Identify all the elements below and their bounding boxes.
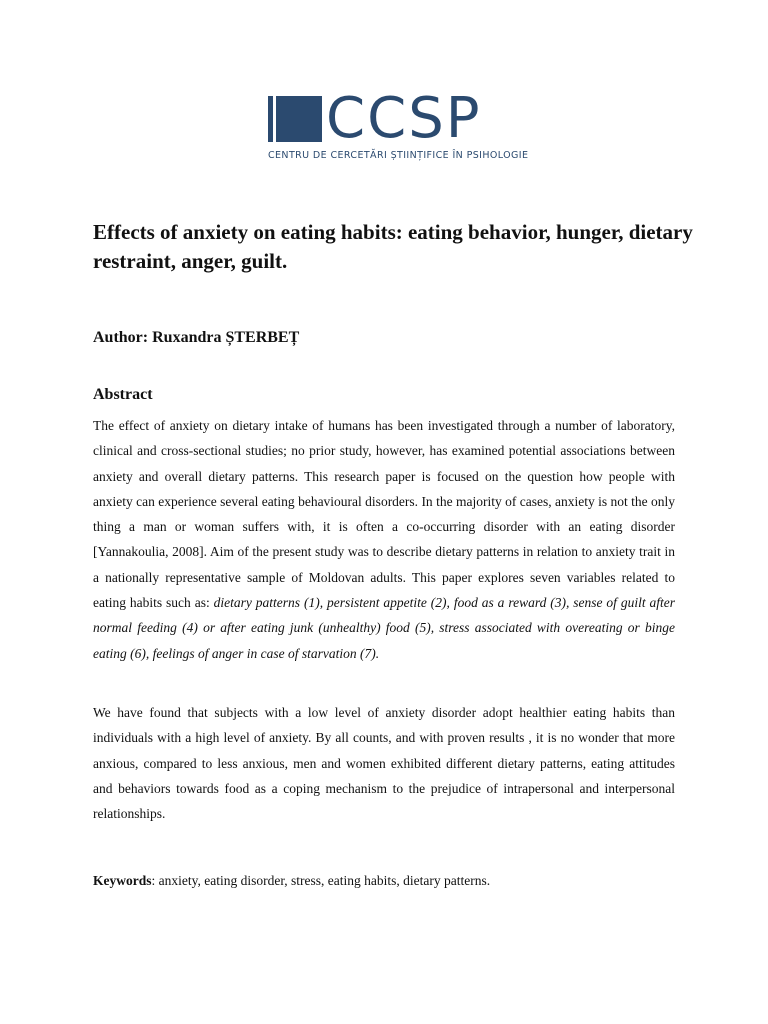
abstract-paragraph-1 <box>93 413 675 666</box>
author-name: Ruxandra ȘTERBEȚ <box>152 329 300 346</box>
logo-mark <box>268 86 536 151</box>
author-line <box>93 329 693 347</box>
abstract-paragraph-1-text: The effect of anxiety on dietary intake of humans has been investigated through a number of laboratory, clinical and cross-sectional studies; no prior study, however, has examined potential associations between anxiety and overall dietary patterns. This research paper is focused on the question how people with anxiety can experience several eating behavioural disorders. In the majority of cases, anxiety is not the only thing a man or woman suffers with, it is often a co-occurring disorder with an eating disorder [Yannakoulia, 2008]. Aim of the present study was to describe dietary patterns in relation to anxiety trait in a nationally representative sample of Moldovan adults. This paper explores seven variables related to eating habits such as: <box>93 418 675 611</box>
logo-subtitle: CENTRU DE CERCETĂRI ȘTIINȚIFICE ÎN PSIHOLOGIE <box>268 150 529 161</box>
logo-letters: CCSP <box>326 86 482 151</box>
ccsp-logo <box>268 86 536 166</box>
logo-square <box>276 96 322 142</box>
abstract-paragraph-2: We have found that subjects with a low level of anxiety disorder adopt healthier eating habits than individuals with a high level of anxiety. By all counts, and with proven results , it is no wonder that more anxious, compared to less anxious, men and women exhibited different dietary patterns, eating attitudes and behaviors towards food as a coping mechanism to the prejudice of intrapersonal and interpersonal relationships. <box>93 705 675 822</box>
abstract-paragraph-1-variables: dietary patterns (1), persistent appetite (2), food as a reward (3), sense of guilt after normal feeding (4) or after eating junk (unhealthy) food (5), stress associated with overeating or binge eating (6), feelings of anger in case of starvation (7). <box>93 595 675 661</box>
author-label: Author: <box>93 329 149 346</box>
keywords-text: : anxiety, eating disorder, stress, eating habits, dietary patterns. <box>151 873 491 888</box>
abstract-heading: Abstract <box>93 386 153 403</box>
paper-title: Effects of anxiety on eating habits: eating behavior, hunger, dietary restraint, anger, guilt. <box>93 220 693 273</box>
logo-bar <box>268 96 273 142</box>
keywords-label: Keywords <box>93 873 152 888</box>
keywords-line <box>93 873 490 889</box>
